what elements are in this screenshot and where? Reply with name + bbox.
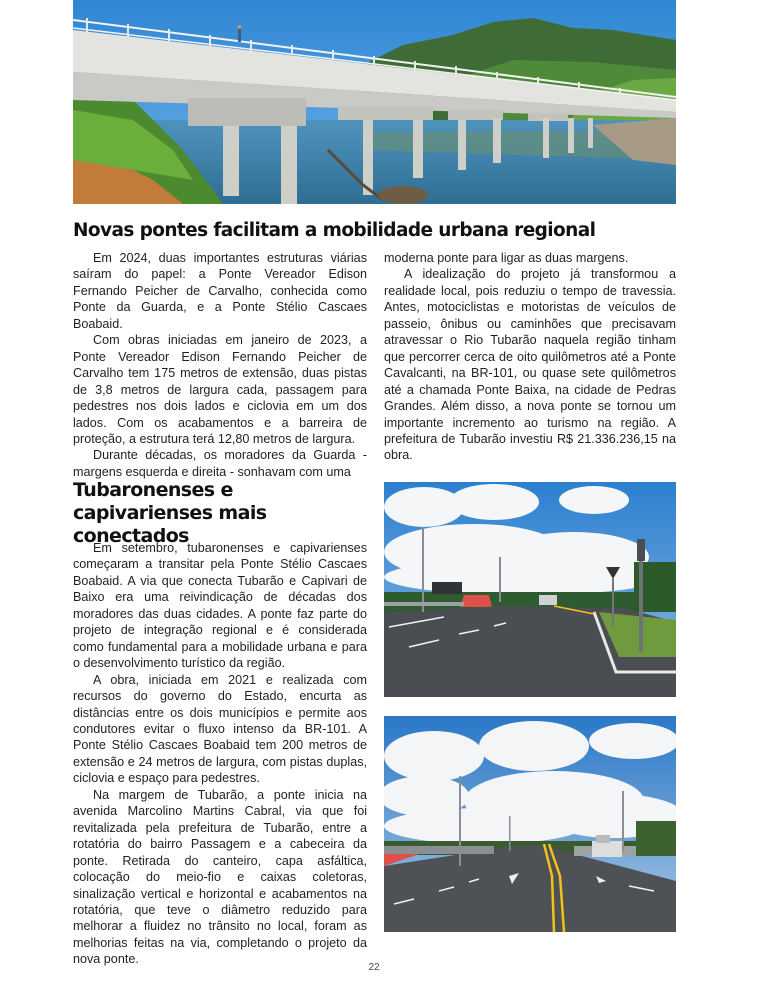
road-photo-illustration [384, 716, 676, 932]
paragraph: A idealização do projeto já transformou a realidade local, pois reduziu o tempo de travessia. Antes, motociclistas e motoristas de veículos de passeio, ônibus ou caminhões que precisavam atravessar o Rio Tubarão naquela região tinham que percorrer cerca de oito quilômetros até a Ponte Cavalcanti, na BR-101, ou quase sete quilômetros até a chamada Ponte Baixa, na cidade de Pedras Grandes. Além disso, a nova ponte se tornou um importante incremento ao turismo na região. A prefeitura de Tubarão investiu R$ 21.336.236,15 na obra. [384, 267, 676, 463]
paragraph: Em setembro, tubaronenses e capivarienses começaram a transitar pela Ponte Stélio Cascaes Boabaid. A via que conecta Tubarão e Capivari de Baixo era uma reivindicação de décadas dos moradores das duas cidades. A ponte faz parte do projeto de integração regional e é considerada como fundamental para a mobilidade urbana e para o desenvolvimento turístico da região. [73, 541, 367, 671]
article-column-left [73, 250, 367, 480]
bridge-photo [73, 0, 676, 204]
article-headline: Novas pontes facilitam a mobilidade urbana regional [73, 220, 596, 241]
paragraph: Na margem de Tubarão, a ponte inicia na avenida Marcolino Martins Cabral, via que foi revitalizada pela prefeitura de Tubarão, entre a rotatória do bairro Passagem e a cabeceira da ponte. Retirada do canteiro, capa asfáltica, colocação do meio-fio e caixas coletoras, sinalização vertical e horizontal e acabamentos na rotatória, que teve o diâmetro reduzido para melhorar a fluidez no trânsito no local, foram as melhorias feitas na via, completando o projeto da nova ponte. [73, 787, 367, 967]
paragraph: A obra, iniciada em 2021 e realizada com recursos do governo do Estado, encurta as distâncias entre os dois municípios e permite aos condutores evitar o fluxo intenso da BR-101. A Ponte Stélio Cascaes Boabaid tem 200 metros de extensão e 24 metros de largura, com pistas duplas, ciclovia e espaço para pedestres. [73, 672, 367, 786]
paragraph: Com obras iniciadas em janeiro de 2023, a Ponte Vereador Edison Fernando Peicher de Carvalho tem 175 metros de extensão, duas pistas de 3,8 metros de largura cada, passagem para pedestres nos dois lados e ciclovia em um dos lados. Com os acabamentos e a barreira de proteção, a estrutura terá 12,80 metros de largura. [73, 333, 367, 446]
page-number: 22 [368, 962, 380, 973]
road-photo-illustration [384, 482, 676, 697]
article-body [73, 540, 367, 968]
road-photo [384, 482, 676, 697]
road-photo [384, 716, 676, 932]
headline-line: capivarienses mais conectados [73, 502, 267, 547]
bridge-photo-illustration [73, 0, 676, 204]
paragraph: Em 2024, duas importantes estruturas viárias saíram do papel: a Ponte Vereador Edison Fernando Peicher de Carvalho, conhecida como Ponte da Guarda, e a Ponte Stélio Cascaes Boabaid. [73, 251, 367, 331]
paragraph: moderna ponte para ligar as duas margens. [384, 251, 629, 265]
article-headline [73, 479, 373, 548]
headline-line: Tubaronenses e [73, 479, 233, 501]
paragraph: Durante décadas, os moradores da Guarda - margens esquerda e direita - sonhavam com uma [73, 448, 367, 479]
article-column-right [384, 250, 676, 464]
